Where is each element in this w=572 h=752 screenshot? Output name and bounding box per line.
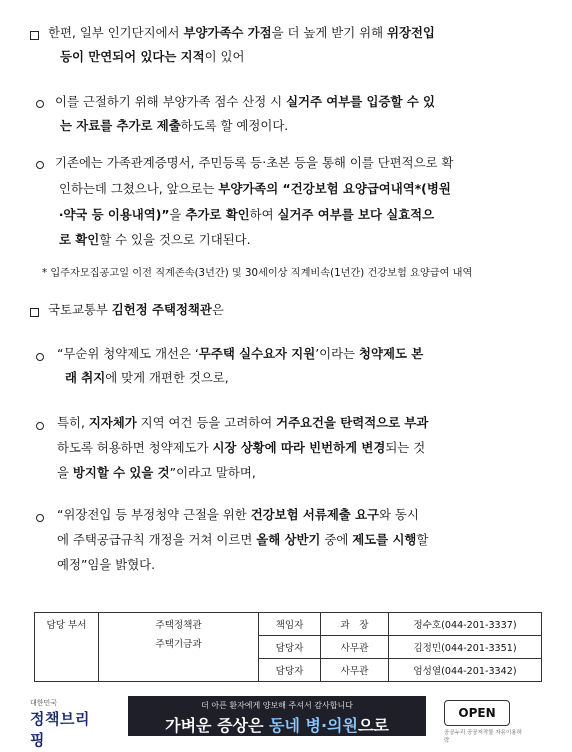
- text-line: ‧약국 등 이용내역)”을 추가로 확인하여 실거주 여부를 보다 실효적으: [59, 207, 435, 222]
- text-line: 이를 근절하기 위해 부양가족 점수 산정 시 실거주 여부를 입증할 수 있: [55, 94, 435, 109]
- title-cell: 사무관: [321, 636, 389, 659]
- title-cell: 사무관: [321, 659, 389, 682]
- section-marker-square: [30, 308, 39, 317]
- text-line: 하도록 허용하면 청약제도가 시장 상황에 따라 빈번하게 변경되는 것: [57, 440, 426, 455]
- dept-name-cell: 주택정책관: [99, 613, 259, 636]
- dept-label-cell: 담당 부서: [35, 613, 99, 682]
- text-line: “위장전입 등 부정청약 근절을 위한 건강보험 서류제출 요구와 동시: [57, 507, 419, 522]
- banner-subtitle: 더 아픈 환자에게 양보해 주셔서 감사합니다: [201, 701, 353, 710]
- bullet-circle: [36, 100, 44, 108]
- kogl-open-logo[interactable]: OPEN: [444, 700, 510, 726]
- dept-name-cell: 주택기금과: [99, 636, 259, 682]
- contact-table: [34, 612, 542, 682]
- person-cell: 엄성열(044-201-3342): [389, 659, 542, 682]
- bullet-circle: [36, 353, 44, 361]
- banner-headline-part: 으로: [357, 716, 389, 735]
- role-cell: 책임자: [259, 613, 321, 636]
- bullet-circle: [36, 161, 44, 169]
- text-line: 는 자료를 추가로 제출하도록 할 예정이다.: [60, 118, 289, 133]
- text-line: 한편, 일부 인기단지에서 부양가족수 가점을 더 높게 받기 위해 위장전입: [48, 25, 435, 40]
- section-marker-square: [30, 31, 39, 40]
- text-line: 인하는데 그쳤으나, 앞으로는 부양가족의 “건강보험 요양급여내역*(병원: [59, 181, 451, 196]
- text-line: 기존에는 가족관계증명서, 주민등록 등‧초본 등을 통해 이를 단편적으로 확: [55, 155, 454, 170]
- bullet-circle: [36, 514, 44, 522]
- banner-headline-part: 가벼운 증상은: [165, 716, 270, 735]
- text-line: “무순위 청약제도 개선은 ‘무주택 실수요자 지원’이라는 청약제도 본: [57, 346, 424, 361]
- bullet-circle: [36, 422, 44, 430]
- banner-headline-highlight: 동네 병·의원: [269, 716, 358, 735]
- role-cell: 담당자: [259, 659, 321, 682]
- banner-headline: [128, 713, 426, 736]
- footer: [0, 690, 572, 752]
- text-line: 등이 만연되어 있다는 지적이 있어: [60, 49, 245, 64]
- title-cell: 과 장: [321, 613, 389, 636]
- text-line: 특히, 지자체가 지역 여건 등을 고려하여 거주요건을 탄력적으로 부과: [57, 415, 429, 430]
- logo-caption: 대한민국: [30, 699, 58, 707]
- text-line: 을 방지할 수 있을 것”이라고 말하며,: [57, 465, 256, 480]
- text-line: 예정”임을 밝혔다.: [57, 557, 156, 572]
- logo-title: 정책브리핑: [30, 710, 90, 749]
- role-cell: 담당자: [259, 636, 321, 659]
- footnote: * 입주자모집공고일 이전 직계존속(3년간) 및 30세이상 직계비속(1년간) 건강보험 요양급여 내역: [42, 268, 473, 279]
- person-cell: 정수호(044-201-3337): [389, 613, 542, 636]
- text-line: 로 확인할 수 있을 것으로 기대된다.: [59, 232, 251, 247]
- text-line: 국토교통부 김헌정 주택정책관은: [48, 302, 224, 317]
- text-line: 에 주택공급규칙 개정을 거쳐 이르면 올해 상반기 중에 제도를 시행할: [57, 532, 429, 547]
- policy-briefing-logo[interactable]: [30, 698, 100, 750]
- person-cell: 김정민(044-201-3351): [389, 636, 542, 659]
- kogl-caption: 공공누리 공공저작물 자유이용허락: [444, 730, 522, 744]
- campaign-banner[interactable]: [128, 696, 426, 736]
- text-line: 래 취지에 맞게 개편한 것으로,: [65, 370, 229, 385]
